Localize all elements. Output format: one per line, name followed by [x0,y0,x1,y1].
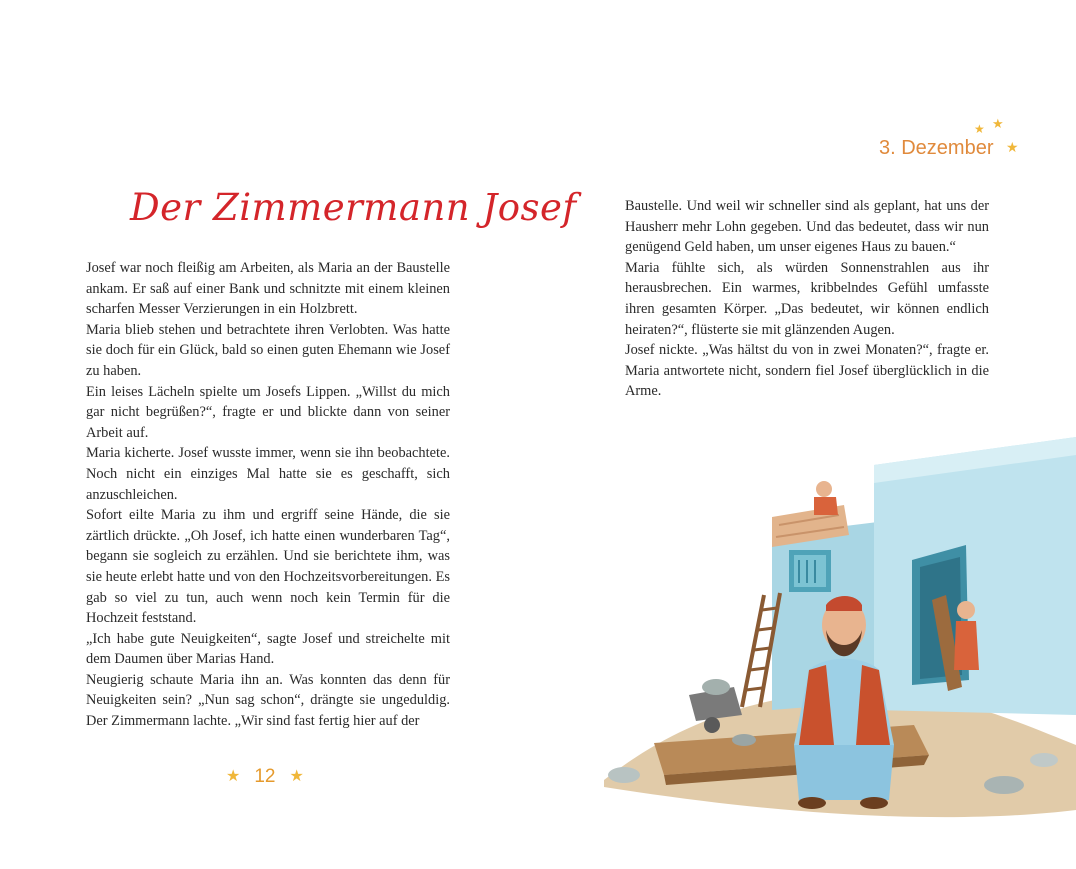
paragraph: „Ich habe gute Neuigkeiten“, sagte Josef und streichelte mit dem Daumen über Marias Hand. [86,630,450,668]
paragraph: Josef nickte. „Was hältst du von in zwei Monaten?“, fragte er. Maria antwortete nicht, sondern fiel Josef überglücklich in die Arme. [625,342,989,400]
page-number: 12 [254,766,276,787]
star-icon: ★ [974,122,985,136]
page-number-footer [226,766,304,788]
star-icon: ★ [992,116,1004,131]
right-page-body [625,196,989,402]
star-icon: ★ [289,768,304,785]
star-icon: ★ [226,768,241,785]
paragraph: Maria blieb stehen und betrachtete ihren Verlobten. Was hatte sie doch für ein Glück, bald so einen guten Ehemann wie Josef zu haben. [86,321,450,379]
paragraph: Sofort eilte Maria zu ihm und ergriff seine Hände, die sie zärtlich drückte. „Oh Josef, ich hatte einen wunderbaren Tag“, begann sie sogleich zu erzählen. Und sie berichtete ihm, was sie heute erlebt hatte und von den Hochzeitsvorbereitungen. Es gab so viel zu tun, auch wenn noch kein Termin für die Hochzeit feststand. [86,507,450,627]
paragraph: Baustelle. Und weil wir schneller sind als geplant, hat uns der Hausherr mehr Lohn gegeben. Und das bedeutet, dass wir nun genügend Geld haben, um unser eigenes Haus zu bauen.“ [625,198,989,256]
left-page-body [86,258,450,732]
star-icon: ★ [1006,141,1019,156]
right-page [538,0,1076,869]
paragraph: Maria kicherte. Josef wusste immer, wenn sie ihn beobachtete. Noch nicht ein einziges Mal hatte sie es geschafft, sich anzuschleichen. [86,445,450,503]
chapter-title: Der Zimmermann Josef [130,186,577,229]
paragraph: Ein leises Lächeln spielte um Josefs Lippen. „Willst du mich gar nicht begrüßen?“, fragte er und blickte dann von seiner Arbeit auf. [86,383,450,441]
paragraph: Neugierig schaute Maria ihn an. Was konnten das denn für Neuigkeiten sein? „Nun sag schon“, drängte sie ungeduldig. Der Zimmermann lachte. „Wir sind fast fertig hier auf der [86,671,450,730]
date-header: 3. Dezember [879,137,994,159]
paragraph: Maria fühlte sich, als würden Sonnenstrahlen aus ihr herausbrechen. Ein warmes, kribbelndes Gefühl umfasste ihren gesamten Körper. „Das bedeutet, wir können endlich heiraten?“, flüsterte sie mit glänzenden Augen. [625,259,989,338]
carpenter-illustration [594,425,1076,825]
paragraph: Josef war noch fleißig am Arbeiten, als Maria an der Baustelle ankam. Er saß auf einer Bank und schnitzte mit einem kleinen scharfen Messer Verzierungen in ein Holzbrett. [86,260,450,318]
